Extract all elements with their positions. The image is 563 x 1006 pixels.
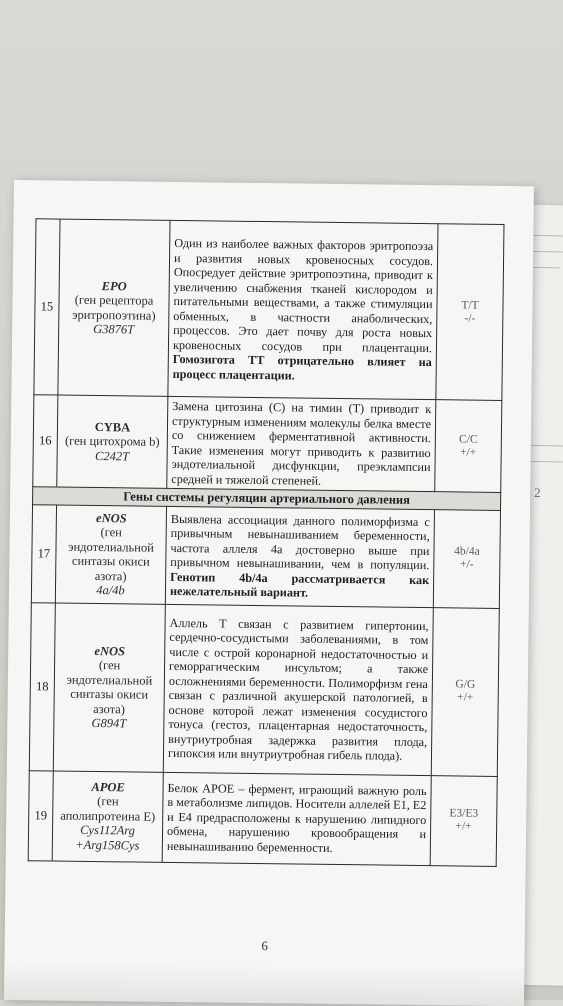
description-bold: Гомозигота ТТ отрицательно влияет на процесс плацентации. bbox=[172, 351, 432, 382]
gene-name: eNOS bbox=[94, 643, 126, 658]
table-row bbox=[34, 219, 504, 401]
genotype-sign: +/+ bbox=[457, 691, 474, 704]
gene-cell bbox=[57, 395, 168, 488]
genotype-value: G/G bbox=[455, 678, 476, 691]
genotype-value: 4b/4a bbox=[454, 545, 480, 558]
description-text: Белок АРОЕ – фермент, играющий важную роль в метаболизме липидов. Носители аллелей Е1, Е2 и Е4 предрасположены к нарушению липидного обмена, нарушению кровообращения и невынашиванию беременности. bbox=[166, 780, 427, 855]
genotype-sign: -/- bbox=[464, 312, 476, 325]
description-cell bbox=[167, 396, 436, 491]
genotype-sign: +/- bbox=[459, 558, 474, 571]
gene-name: eNOS bbox=[96, 510, 127, 525]
description-text: Аллель Т связан с развитием гипертонии, сердечно-сосудистыми заболеваниями, в том числе с острой коронарной недостаточностью и геморрагическим инсультом; а также осложнениями беременности. Полиморфизм гена связан с различной акушерской патологией, в основе которой лежат изменения сосудистого тонуса (гестоз, плацентарная недостаточность, внутриутробная задержка развития плода, гипоксия или внутриутробная гибель плода). bbox=[167, 615, 429, 763]
gene-description: (ген рецептора эритропоэтина) bbox=[72, 292, 156, 323]
page-shadow bbox=[4, 960, 524, 1006]
description-bold: Генотип 4b/4a рассматривается как нежелательный вариант. bbox=[169, 569, 430, 600]
gene-description: (ген эндотелиальной синтазы окиси азота) bbox=[68, 525, 154, 583]
genotype-cell bbox=[431, 607, 499, 776]
row-number: 16 bbox=[33, 395, 58, 487]
description-text: Один из наиболее важных факторов эритропоэза и развития новых кровеносных сосудов. Опосредует действие эритропоэтина, приводит к увеличению снабжения тканей кислородом и питательными веществами, а также стимуляции обменных, в частности анаболических, процессов. Это дает почву для роста новых кровеносных сосудов при плацентации. bbox=[172, 235, 434, 355]
table-row bbox=[33, 395, 502, 493]
genotype-cell bbox=[435, 400, 502, 493]
gene-cell bbox=[52, 771, 163, 862]
genotype-sign: +/+ bbox=[455, 820, 472, 833]
section-header: Гены системы регуляции артериального давления bbox=[33, 487, 501, 510]
gene-variant: G894T bbox=[91, 715, 127, 731]
description-cell bbox=[168, 220, 438, 399]
gene-name: CYBA bbox=[94, 419, 131, 435]
gene-cell bbox=[53, 603, 165, 772]
gene-description: (ген цитохрома b) bbox=[64, 433, 160, 450]
row-number: 19 bbox=[28, 770, 53, 860]
genotype-value: T/T bbox=[461, 298, 479, 312]
gene-name: EPO bbox=[101, 278, 127, 293]
description-text: Выявлена ассоциация данного полиморфизма с привычным невынашиванием беременности, частота аллеля 4а достоверно выше при привычном невынашивании, чем в популяции. bbox=[170, 511, 430, 573]
adjacent-page-mark: 2 bbox=[533, 484, 541, 501]
gene-cell bbox=[58, 219, 170, 396]
description-cell bbox=[162, 772, 431, 865]
description-cell bbox=[165, 506, 434, 607]
table-row bbox=[28, 770, 497, 866]
gene-variant: Cys112Arg +Arg158Cys bbox=[75, 823, 140, 853]
description-cell bbox=[163, 604, 433, 775]
gene-description: (ген эндотелиальной синтазы окиси азота) bbox=[66, 658, 153, 716]
row-number: 15 bbox=[34, 219, 60, 395]
genes-table bbox=[28, 218, 505, 866]
page-number: 6 bbox=[261, 938, 269, 954]
table-row bbox=[29, 602, 499, 776]
genotype-cell bbox=[433, 509, 500, 608]
genotype-value: C/C bbox=[459, 432, 478, 446]
gene-description: (ген аполипротеина Е) bbox=[60, 794, 156, 824]
gene-variant: C242T bbox=[95, 448, 130, 464]
gene-variant: G3876T bbox=[93, 321, 135, 337]
table-row bbox=[31, 504, 500, 608]
description-text: Замена цитозина (С) на тимин (Т) приводит к структурным изменениям молекулы белка вместе со снижением ферментативной активности. Такие изменения могут приводить к развитию эндотелиальной дисфункции, преэклампсии средней и тяжелой степеней. bbox=[171, 398, 432, 488]
gene-variant: 4a/4b bbox=[96, 583, 125, 598]
row-number: 17 bbox=[31, 504, 56, 602]
genotype-sign: +/+ bbox=[460, 445, 477, 459]
gene-cell bbox=[55, 505, 166, 604]
row-number: 18 bbox=[29, 602, 55, 770]
genotype-value: E3/E3 bbox=[449, 807, 479, 820]
genotype-cell bbox=[430, 775, 497, 866]
genotype-cell bbox=[436, 224, 504, 401]
document-page bbox=[4, 180, 534, 1006]
gene-name: APOE bbox=[91, 779, 125, 795]
